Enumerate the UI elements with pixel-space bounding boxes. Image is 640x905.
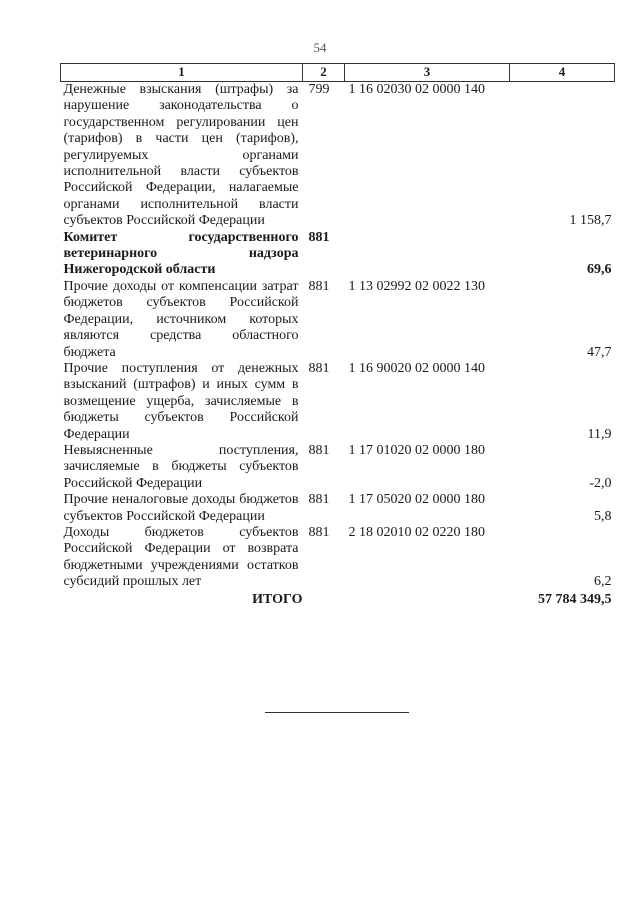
- total-empty-admin: [303, 591, 345, 608]
- row-name: [61, 443, 303, 492]
- row-name-text: Комитет государственного ветеринарного надзора Нижегородской области: [63, 229, 299, 278]
- row-budget-code: 1 17 01020 02 0000 180: [348, 442, 485, 458]
- row-admin-code: 881: [308, 492, 330, 508]
- column-header-name: 1: [61, 64, 303, 82]
- row-name: [61, 82, 303, 230]
- page-number: 54: [313, 40, 327, 55]
- row-name-text: Прочие доходы от компенсации затрат бюджетов субъектов Российской Федерации, источником которых являются средства областного бюджета: [63, 278, 299, 360]
- row-admin-code: 881: [308, 524, 330, 540]
- row-amount: -2,0: [589, 475, 612, 491]
- column-header-admin-code: 2: [303, 64, 345, 82]
- end-of-table-divider: [265, 712, 409, 713]
- row-name: [61, 525, 303, 591]
- row-name: [61, 230, 303, 279]
- row-budget-code: 1 16 90020 02 0000 140: [348, 360, 485, 376]
- row-budget-code: [345, 230, 510, 279]
- table-header-row: [61, 64, 615, 82]
- table-row: [61, 492, 615, 525]
- row-admin-code: 881: [308, 278, 330, 294]
- table-row-section: [61, 230, 615, 279]
- row-name-text: Невыясненные поступления, зачисляемые в бюджеты субъектов Российской Федерации: [63, 442, 299, 491]
- total-empty-code: [345, 591, 510, 608]
- row-name-text: Прочие неналоговые доходы бюджетов субъектов Российской Федерации: [63, 492, 299, 524]
- table-row: [61, 525, 615, 591]
- row-budget-code: 2 18 02010 02 0220 180: [348, 524, 485, 540]
- total-label: ИТОГО: [252, 591, 303, 607]
- row-admin-code: 881: [308, 442, 330, 458]
- row-name: [61, 279, 303, 361]
- row-amount: 1 158,7: [569, 213, 612, 229]
- column-header-budget-code: 3: [345, 64, 510, 82]
- row-amount: 5,8: [594, 508, 612, 524]
- total-row: [61, 591, 615, 608]
- row-budget-code: 1 13 02992 02 0022 130: [348, 278, 485, 294]
- row-name: [61, 361, 303, 443]
- row-admin-code: 799: [308, 82, 330, 97]
- row-name: [61, 492, 303, 525]
- row-amount: 47,7: [587, 344, 612, 360]
- row-name-text: Доходы бюджетов субъектов Российской Федерации от возврата бюджетными учреждениями остатков субсидий прошлых лет: [63, 524, 299, 590]
- row-budget-code: 1 16 02030 02 0000 140: [348, 82, 485, 97]
- table-row: [61, 279, 615, 361]
- row-amount: 11,9: [587, 426, 612, 442]
- row-admin-code: 881: [308, 229, 330, 245]
- table-row: [61, 82, 615, 230]
- row-admin-code: 881: [308, 360, 330, 376]
- total-amount: 57 784 349,5: [538, 591, 612, 607]
- row-amount: 69,6: [587, 262, 612, 278]
- row-name-text: Прочие поступления от денежных взысканий (штрафов) и иных сумм в возмещение ущерба, зачисляемые в бюджеты субъектов Российской Федерации: [63, 360, 299, 442]
- row-amount: 6,2: [594, 574, 612, 590]
- table-row: [61, 361, 615, 443]
- column-header-amount: 4: [510, 64, 615, 82]
- table-row: [61, 443, 615, 492]
- revenue-table: [60, 63, 615, 608]
- row-name-text: Денежные взыскания (штрафы) за нарушение законодательства о государственном регулировании цен (тарифов) в части цен (тарифов), регулируемых органами исполнительной власти субъектов Российской Федерации, налагаемые органами исполнительной власти субъектов Российской Федерации: [63, 82, 299, 229]
- row-budget-code: 1 17 05020 02 0000 180: [348, 492, 485, 508]
